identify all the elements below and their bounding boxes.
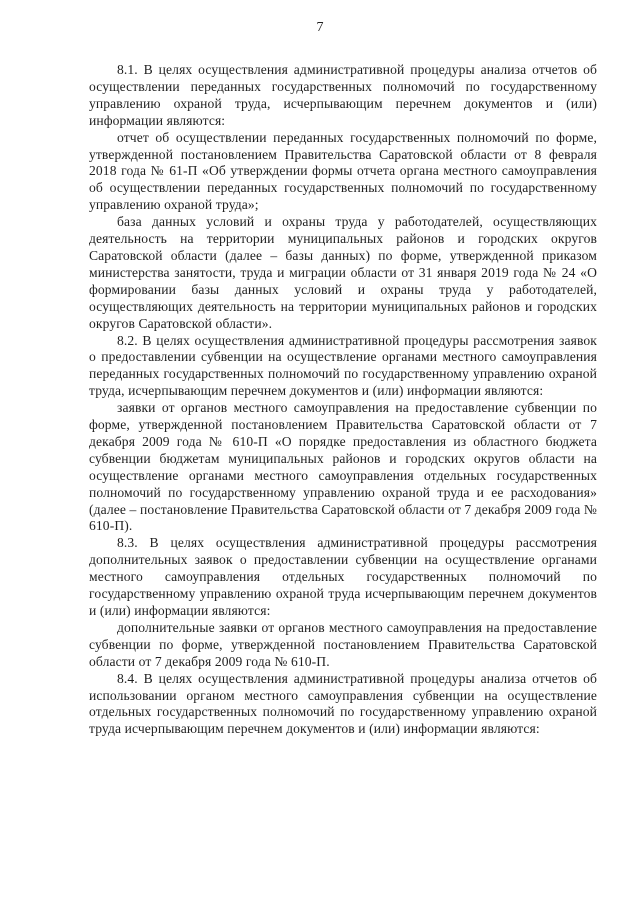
paragraph-8-4: 8.4. В целях осуществления административной процедуры анализа отчетов об использовании органом местного самоуправления субвенции на осуществление отдельных государственных полномочий по государственному управлению охраной труда исчерпывающим перечнем документов и (или) информации являются: xyxy=(89,670,597,737)
paragraph-8-3: 8.3. В целях осуществления административной процедуры рассмотрения дополнительных заявок о предоставлении субвенции на осуществление органами местного самоуправления отдельных государственных полномочий по государственному управлению охраной труда исчерпывающим перечнем документов и (или) информации являются: xyxy=(89,535,597,618)
paragraph-report-form: отчет об осуществлении переданных государственных полномочий по форме, утвержденной постановлением Правительства Саратовской области от 8 февраля 2018 года № 61-П «Об утверждении формы отчета органа местного самоуправления об осуществлении переданных государственных полномочий по государственному управлению охраной труда»; xyxy=(89,129,597,213)
paragraph-applications: заявки от органов местного самоуправления на предоставление субвенции по форме, утвержденной постановлением Правительства Саратовской области от 7 декабря 2009 года № 610-П «О порядке предоставления из областного бюджета субвенции бюджетам муниципальных районов и городских округов области на осуществление органами местного самоуправления отдельных государственных полномочий по государственному управлению охраной труда и ее расходования» (далее – постановление Правительства Саратовской области от 7 декабря 2009 года № 610-П). xyxy=(89,400,597,534)
paragraph-8-1: 8.1. В целях осуществления административной процедуры анализа отчетов об осуществлении переданных государственных полномочий по государственному управлению охраной труда, исчерпывающим перечнем документов и (или) информации являются: xyxy=(89,62,597,128)
document-body xyxy=(89,62,597,738)
paragraph-additional-applications: дополнительные заявки от органов местного самоуправления на предоставление субвенции по форме, утвержденной постановлением Правительства Саратовской области от 7 декабря 2009 года № 610-П. xyxy=(89,619,597,669)
paragraph-8-2: 8.2. В целях осуществления административной процедуры рассмотрения заявок о предоставлении субвенции на осуществление органами местного самоуправления переданных государственных полномочий по государственному управлению охраной труда, исчерпывающим перечнем документов и (или) информации являются: xyxy=(89,332,597,399)
page-number: 7 xyxy=(316,20,324,35)
paragraph-database: база данных условий и охраны труда у работодателей, осуществляющих деятельность на территории муниципальных районов и городских округов Саратовской области (далее – базы данных) по форме, утвержденной приказом министерства занятости, труда и миграции области от 31 января 2019 года № 24 «О формировании базы данных условий и охраны труда у работодателей, осуществляющих деятельность на территории муниципальных районов и городских округов Саратовской области». xyxy=(89,214,597,331)
